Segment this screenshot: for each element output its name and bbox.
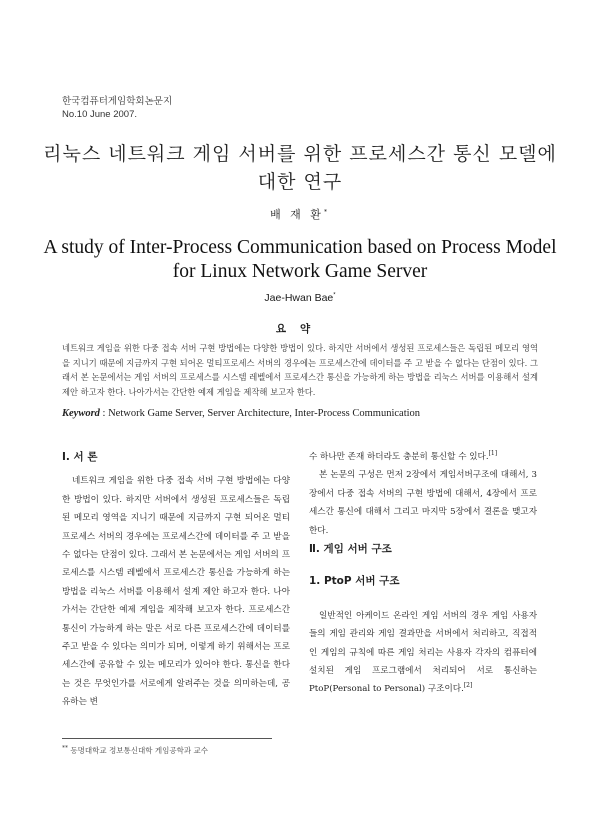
footnote-mark: **	[62, 744, 68, 752]
reference-1: [1]	[488, 450, 498, 458]
keyword-text: Network Game Server, Server Architecture, Inter-Process Communication	[108, 408, 421, 419]
keyword-separator: :	[99, 408, 109, 419]
section-1-heading: Ⅰ. 서 론	[62, 451, 98, 463]
keyword-line	[62, 408, 538, 419]
paper-title-english: A study of Inter-Process Communication based on Process Model for Linux Network Game Server	[43, 237, 557, 282]
right-column	[309, 448, 537, 699]
abstract-body: 네트워크 게임을 위한 다중 접속 서버 구현 방법에는 다양한 방법이 있다. 하지만 서버에서 생성된 프로세스들은 독립된 메모리 영역을 지니기 때문에 지금까지 구현 되어온 멀티프로세스 서버의 경우에는 프로세스간에 데이터를 주 고 받을 수 없다는 단점이 있다. 그래서 본 논문에서는 게임 서버의 프로세스를 시스템 레벨에서 프로세스간 통신을 가능하게 하는 방법을 리눅스 서버를 이용해서 설계 제안 하고자 한다. 나아가서는 간단한 예제 게임을 제작해 보고자 한다.	[62, 343, 538, 397]
author-korean-name: 배 재 환	[270, 208, 324, 221]
author-english-name: Jae-Hwan Bae	[264, 292, 334, 304]
paper-title-korean: 리눅스 네트워크 게임 서버를 위한 프로세스간 통신 모델에 대한 연구	[43, 143, 557, 193]
footnote-text: 동명대학교 정보통신대학 게임공학과 교수	[70, 746, 208, 755]
reference-2: [2]	[463, 682, 473, 690]
section-1-continuation-text: 수 하나만 존재 하더라도 충분히 통신할 수 있다.	[309, 452, 489, 462]
keyword-label: Keyword	[62, 408, 100, 419]
section-2-heading: Ⅱ. 게임 서버 구조	[309, 543, 392, 556]
section-1-continuation	[309, 448, 537, 466]
journal-name: 한국컴퓨터게임학회논문지	[62, 96, 173, 107]
author-korean-mark: *	[323, 208, 330, 216]
organization-paragraph: 본 논문의 구성은 먼저 2장에서 게임서버구조에 대해서, 3장에서 다중 접속 서버의 구현 방법에 대해서, 4장에서 프로세스간 통신에 대해서 그리고 마지막 5장에서 결론을 맺고자 한다.	[309, 470, 537, 536]
author-english	[0, 292, 600, 304]
ptop-paragraph	[309, 607, 537, 699]
ptop-paragraph-text: 일반적인 아케이드 온라인 게임 서버의 경우 게임 사용자들의 게임 관리와 게임 결과만을 서버에서 처리하고, 직접적인 게임의 규칙에 따른 게임 처리는 사용자 각자의 컴퓨터에 설치된 게임 프로그램에서 처리되어 서로 통신하는 PtoP(Personal to Personal) 구조이다.	[309, 610, 537, 695]
journal-issue: No.10 June 2007.	[62, 109, 138, 120]
left-column	[62, 448, 290, 712]
footnote	[62, 745, 208, 756]
abstract-heading: 요약	[275, 323, 325, 335]
author-korean	[0, 206, 600, 222]
footnote-divider	[62, 738, 272, 739]
author-english-mark: *	[333, 292, 336, 299]
journal-header	[62, 95, 172, 121]
section-1-paragraph: 네트워크 게임을 위한 다중 접속 서버 구현 방법에는 다양한 방법이 있다. 하지만 서버에서 생성된 프로세스들은 독립된 메모리 영역을 지니기 때문에 지금까지 구현 되어온 멀티프로세스 서버의 경우에는 프로세스간에 데이터를 주 고 받을 수 없다는 단점이 있다. 그래서 본 논문에서는 게임 서버의 프로세스를 시스템 레벨에서 프로세스간 통신을 가능하게 하는 방법을 리눅스 서버를 이용해서 설계 제안 하고자 한다. 나아가서는 간단한 예제 게임을 제작해 보고자 한다. 프로세스간 통신이 가능하게 하는 말은 서로 다른 프로세스간에 데이터를 주고 받을 수 있다는 의미가 되며, 이렇게 하기 위해서는 프로세스간에 공유할 수 있는 메모리가 있어야 한다. 통신을 한다는 것은 무엇인가를 서로에게 알려주는 것을 의미하는데, 공유하는 변	[62, 476, 290, 708]
subsection-1-heading: 1. PtoP 서버 구조	[309, 575, 400, 588]
